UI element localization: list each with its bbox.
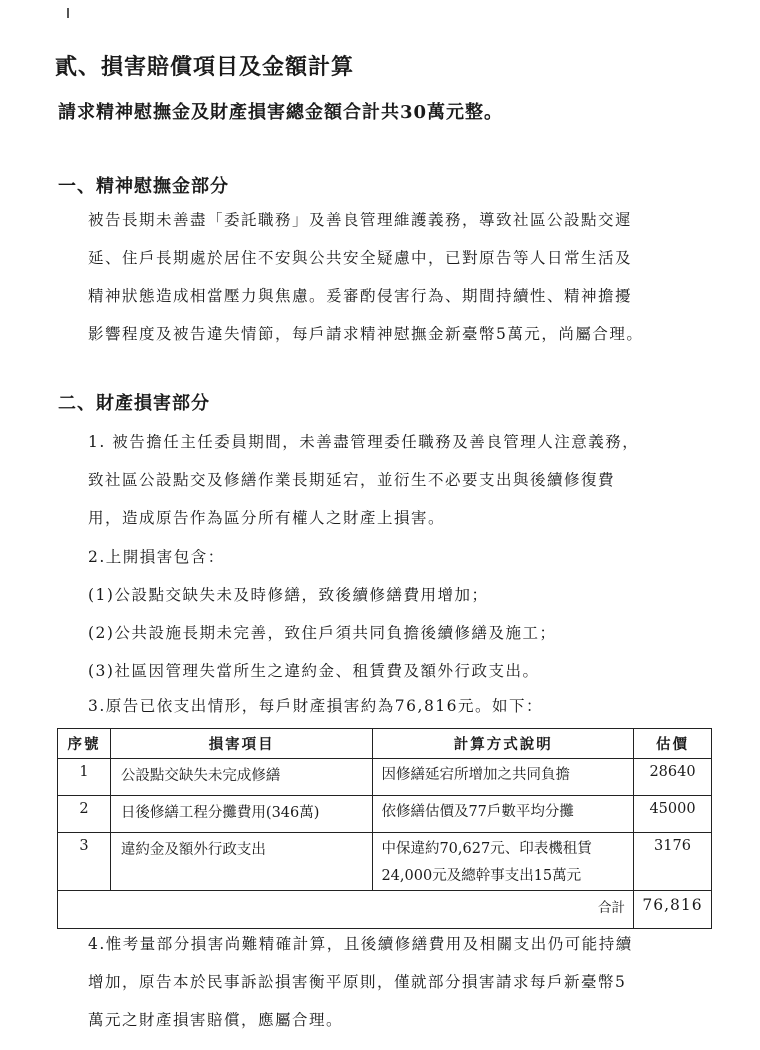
list-item: (2)公共設施長期未完善，致住戶須共同負擔後續修繕及施工；: [88, 624, 557, 642]
scan-mark: [67, 8, 69, 18]
section-1-title: 一、精神慰撫金部分: [58, 176, 229, 197]
row-method: 因修繕延宕所增加之共同負擔: [373, 759, 634, 796]
row-estimate: 45000: [634, 796, 712, 833]
row-item: 違約金及額外行政支出: [110, 833, 373, 891]
list-item: (1)公設點交缺失未及時修繕，致後續修繕費用增加；: [88, 586, 489, 604]
row-estimate: 28640: [634, 759, 712, 796]
list-item: 3.原告已依支出情形，每戶財產損害約為76,816元。如下：: [88, 697, 544, 715]
row-item: 公設點交缺失未完成修繕: [110, 759, 373, 796]
paragraph-line: 1. 被告擔任主任委員期間，未善盡管理委任職務及善良管理人注意義務，: [88, 433, 640, 451]
row-method-line: 中保違約70,627元、印表機租賃: [381, 841, 592, 857]
paragraph-line: 影響程度及被告違失情節，每戶請求精神慰撫金新臺幣5萬元，尚屬合理。: [88, 325, 644, 343]
closing-line: 萬元之財產損害賠償，應屬合理。: [88, 1011, 344, 1029]
total-label: 合計: [58, 891, 634, 929]
damages-table: [57, 728, 712, 929]
row-item: 日後修繕工程分攤費用(346萬): [110, 796, 373, 833]
header-estimate: 估價: [634, 729, 712, 759]
closing-line: 4.惟考量部分損害尚難精確計算，且後續修繕費用及相關支出仍可能持續: [88, 935, 633, 953]
table-total-row: [58, 891, 712, 929]
header-no: 序號: [58, 729, 111, 759]
row-number: 2: [58, 796, 111, 833]
paragraph-line: 延、住戶長期處於居住不安與公共安全疑慮中，已對原告等人日常生活及: [88, 249, 633, 267]
total-value: 76,816: [634, 891, 712, 929]
row-number: 3: [58, 833, 111, 891]
list-item: (3)社區因管理失當所生之違約金、租賃費及額外行政支出。: [88, 662, 540, 680]
row-method: 依修繕估價及77戶數平均分攤: [373, 796, 634, 833]
row-method-line: 24,000元及總幹事支出15萬元: [381, 868, 582, 884]
paragraph-line: 致社區公設點交及修繕作業長期延宕，並衍生不必要支出與後續修復費: [88, 471, 616, 489]
page-title: 貳、損害賠償項目及金額計算: [55, 54, 355, 80]
table-row: [58, 759, 712, 796]
row-method: [373, 833, 634, 891]
paragraph-line: 用，造成原告作為區分所有權人之財產上損害。: [88, 509, 446, 527]
table-row: [58, 796, 712, 833]
table-row: [58, 833, 712, 891]
table-header-row: [58, 729, 712, 759]
paragraph-line: 精神狀態造成相當壓力與焦慮。爰審酌侵害行為、期間持續性、精神擔擾: [88, 287, 633, 305]
list-item: 2.上開損害包含：: [88, 548, 225, 566]
header-item: 損害項目: [110, 729, 373, 759]
page-subtitle: 請求精神慰撫金及財產損害總金額合計共30萬元整。: [58, 102, 504, 123]
closing-line: 增加，原告本於民事訴訟損害衡平原則，僅就部分損害請求每戶新臺幣5: [88, 973, 627, 991]
header-method: 計算方式說明: [373, 729, 634, 759]
row-number: 1: [58, 759, 111, 796]
paragraph-line: 被告長期未善盡「委託職務」及善良管理維護義務，導致社區公設點交遲: [88, 211, 633, 229]
row-estimate: 3176: [634, 833, 712, 891]
section-2-title: 二、財產損害部分: [58, 393, 210, 414]
